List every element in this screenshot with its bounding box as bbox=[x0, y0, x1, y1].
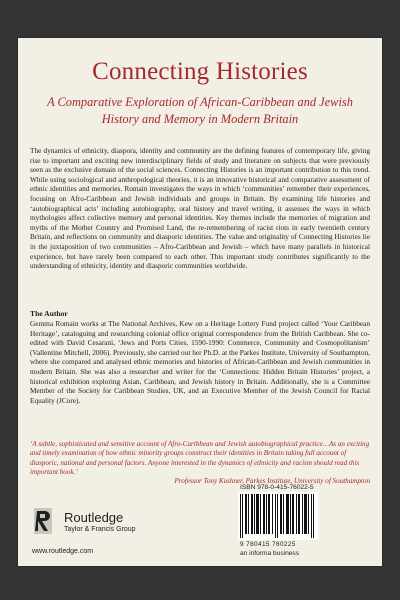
publisher-website[interactable]: www.routledge.com bbox=[32, 548, 94, 555]
book-subtitle: A Comparative Exploration of African-Caribbean and Jewish History and Memory in Modern Britain bbox=[47, 95, 353, 126]
informa-business: an informa business bbox=[240, 550, 300, 557]
review-quote: ‘A subtle, sophisticated and sensitive account of Afro-Caribbean and Jewish autobiographical practice…As an exciting and timely examination of how ethnic minority groups construct their identities in Britain taking full account of diasporic, national and personal factors. Anyone interested in the dynamics of ethnicity and racism should read this important book.’ bbox=[30, 440, 370, 476]
isbn-label: ISBN 978-0-415-76022-5 bbox=[240, 484, 314, 491]
author-heading: The Author bbox=[30, 309, 68, 318]
barcode-icon bbox=[238, 492, 318, 540]
cover-panel bbox=[18, 38, 382, 566]
quote-attribution: Professor Tony Kushner, Parkes Institute, University of Southampton bbox=[174, 477, 370, 485]
book-blurb: The dynamics of ethnicity, diaspora, identity and community are the defining features of contemporary life, giving rise to important and exciting new interdisciplinary fields of study and literature on subjects that were previously seen as the exclusive domain of the social sciences. Connecting Histories is an important contribution to this trend. While using sociological and anthropological theories, it is an innovative historical and comparative assessment of ethnic identities and memories. Romain investigates the ways in which ‘communities’ remember their experiences, focusing on Afro-Caribbean and Jewish individuals and groups in Britain. By examining life histories and ‘autobiographical acts’ including autobiography, oral history and travel writing, it assesses the ways in which mythologies affect collective memory and personal identities. Key themes include the memories of migration and myths of the Mother Country and Promised Land, the re-remembering of racist riots in early twentieth century Britain, and reflections on community and diasporic identities. The value and originality of Connecting Histories lie in the juxtaposition of two communities – Afro-Caribbean and Jewish – which have many parallels in historical experience, but have rarely been compared to each other. This important study contributes significantly to the understanding of ethnicity, identity and diasporic communities worldwide. bbox=[30, 146, 370, 271]
publisher-group: Taylor & Francis Group bbox=[64, 526, 136, 533]
author-bio: Gemma Romain works at The National Archives, Kew on a Heritage Lottery Fund project called ‘Your Caribbean Heritage’, cataloguing and researching colonial office original correspondence from the British Caribbean. She co-edited with David Cesarani, ‘Jews and Ports Cities, 1590-1990: Commerce, Community and Cosmopolitanism’ (Vallentine Mitchell, 2006). Previously, she carried out her Ph.D. at the Parkes Institute, University of Southampton, where she compared and analysed ethnic memories and histories of African-Caribbean and Jewish communities in modern Britain. She was also a researcher and writer for the ‘Connections: Hidden Britain Histories’ project, a historical exhibition exploring Asian, Caribbean, and Jewish history in Britain. Additionally, she is a Committee Member of the Society for Caribbean Studies, UK, and an Executive Member of the Jewish Council for Racial Equality (JCore). bbox=[30, 319, 370, 405]
barcode-number: 9 780415 760225 bbox=[240, 541, 296, 548]
book-title: Connecting Histories bbox=[92, 58, 308, 85]
publisher-name: Routledge bbox=[64, 510, 124, 525]
